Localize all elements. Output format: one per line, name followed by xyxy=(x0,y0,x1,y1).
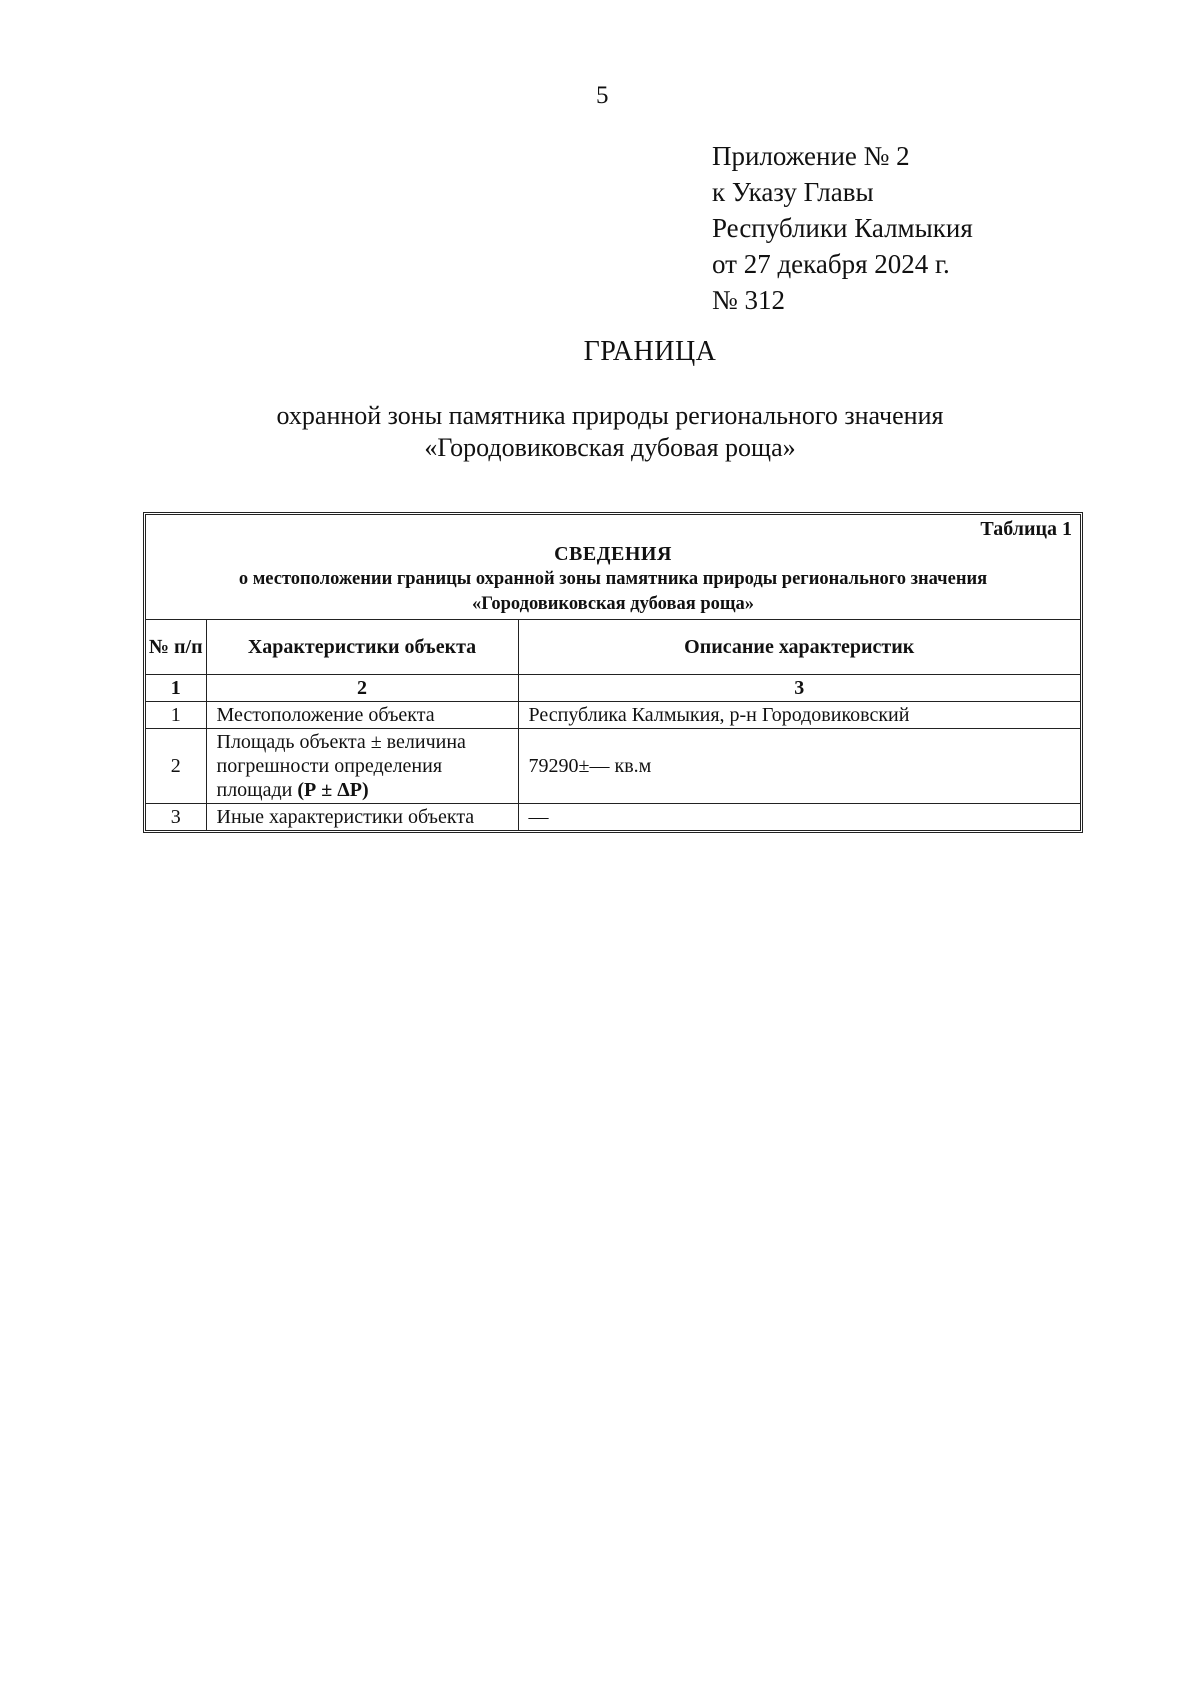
table-label: Таблица 1 xyxy=(980,518,1072,540)
header-num: № п/п xyxy=(146,620,206,675)
row-description: 79290±— кв.м xyxy=(518,729,1080,804)
table-column-headers xyxy=(146,620,1080,675)
table-header-block xyxy=(146,515,1080,619)
subtitle-line-1: охранной зоны памятника природы регионального значения xyxy=(276,401,944,430)
appendix-line: Республики Калмыкия xyxy=(712,213,973,243)
appendix-line: № 312 xyxy=(712,285,786,315)
appendix-block xyxy=(712,138,1112,318)
info-table xyxy=(143,512,1083,833)
document-subtitle xyxy=(60,400,1160,464)
header-description: Описание характеристик xyxy=(518,620,1080,675)
row-characteristic: Иные характеристики объекта xyxy=(206,804,518,831)
column-index: 3 xyxy=(518,675,1080,702)
row-num: 3 xyxy=(146,804,206,831)
row-num: 1 xyxy=(146,702,206,729)
row-num: 2 xyxy=(146,729,206,804)
table-body xyxy=(146,619,1080,830)
appendix-line: от 27 декабря 2024 г. xyxy=(712,249,950,279)
document-title: ГРАНИЦА xyxy=(583,336,717,367)
column-index: 2 xyxy=(206,675,518,702)
header-characteristic: Характеристики объекта xyxy=(206,620,518,675)
subtitle-line-2: «Городовиковская дубовая роща» xyxy=(424,433,796,462)
table-column-index-row xyxy=(146,675,1080,702)
appendix-line: Приложение № 2 xyxy=(712,141,910,171)
row-characteristic-formula: (Р ± ΔР) xyxy=(297,779,369,801)
row-characteristic: Местоположение объекта xyxy=(206,702,518,729)
table-row xyxy=(146,702,1080,729)
row-description: Республика Калмыкия, р-н Городовиковский xyxy=(518,702,1080,729)
appendix-line: к Указу Главы xyxy=(712,177,874,207)
row-characteristic-text: Площадь объекта ± величина погрешности определения площади xyxy=(216,731,466,801)
table-caption-line-2: «Городовиковская дубовая роща» xyxy=(471,594,755,614)
table-caption-line-1: о местоположении границы охранной зоны памятника природы регионального значения xyxy=(238,569,988,589)
table-row xyxy=(146,804,1080,831)
table-row xyxy=(146,729,1080,804)
row-description: — xyxy=(518,804,1080,831)
row-characteristic xyxy=(206,729,518,804)
column-index: 1 xyxy=(146,675,206,702)
page-number: 5 xyxy=(596,82,609,109)
table-heading: СВЕДЕНИЯ xyxy=(554,543,672,565)
